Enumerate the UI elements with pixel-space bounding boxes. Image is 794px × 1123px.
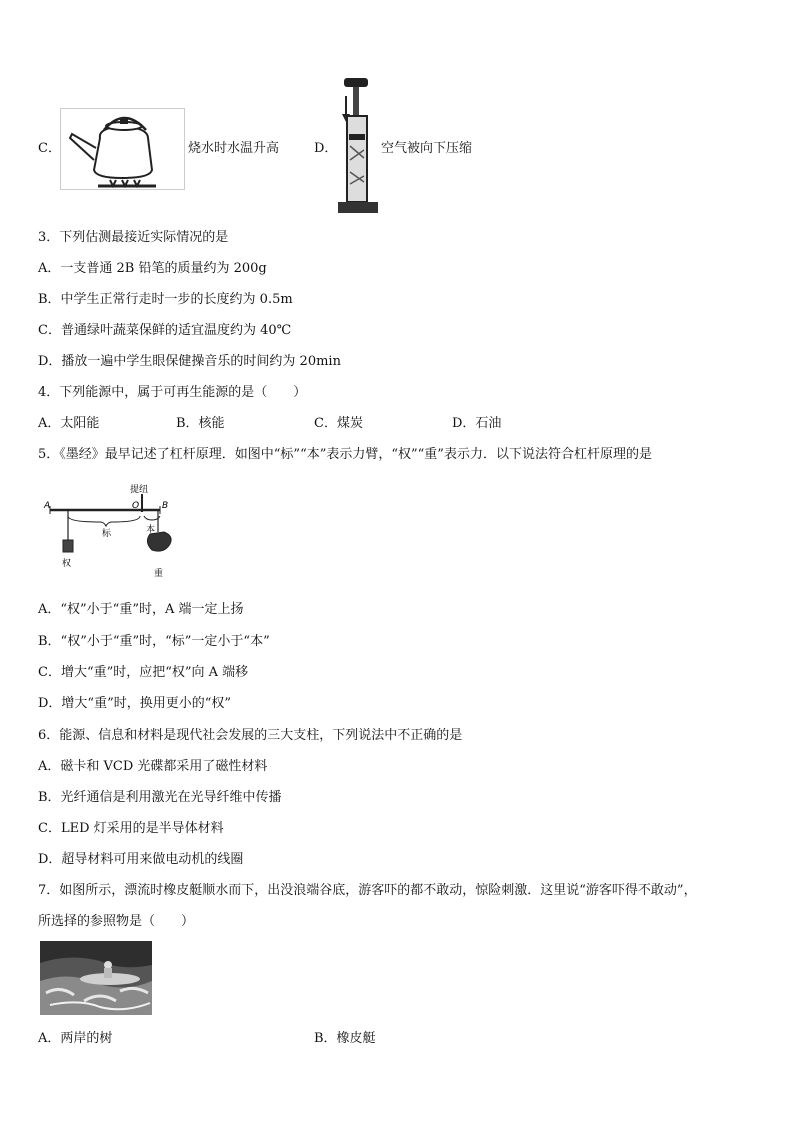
q4-option-d: D．石油 [452, 416, 502, 431]
q3-option-a: A．一支普通 2B 铅笔的质量约为 200g [38, 261, 267, 276]
q2-option-d-label: D． [314, 141, 338, 156]
q7-stem-line2: 所选择的参照物是（ ） [38, 914, 195, 929]
kettle-figure [60, 108, 185, 190]
lever-label-b: B [162, 501, 169, 511]
q5-option-d: D．增大“重”时，换用更小的“权” [38, 696, 232, 711]
q3-option-c: C．普通绿叶蔬菜保鲜的适宜温度约为 40℃ [38, 323, 292, 338]
q6-option-a: A．磁卡和 VCD 光碟都采用了磁性材料 [38, 759, 268, 774]
q5-option-b: B．“权”小于“重”时，“标”一定小于“本” [38, 634, 270, 649]
lever-label-quan: 权 [62, 559, 72, 569]
q6-option-b: B．光纤通信是利用激光在光导纤维中传播 [38, 790, 282, 805]
q5-stem: 5．《墨经》最早记述了杠杆原理．如图中“标”“本”表示力臂，“权”“重”表示力．以下说法符合杠杆原理的是 [38, 447, 652, 462]
q7-option-b: B．橡皮艇 [314, 1031, 376, 1046]
q6-stem: 6．能源、信息和材料是现代社会发展的三大支柱，下列说法中不正确的是 [38, 728, 463, 743]
lever-label-ben: 本 [146, 525, 156, 535]
lever-label-zhong: 重 [154, 569, 164, 579]
lever-label-o: O [132, 501, 140, 511]
q3-option-b: B．中学生正常行走时一步的长度约为 0.5m [38, 292, 293, 307]
q7-stem-line1: 7．如图所示，漂流时橡皮艇顺水而下，出没浪端谷底，游客吓的都不敢动，惊险刺激．这里说“游客吓得不敢动”， [38, 883, 697, 898]
lever-label-tizhu: 提纽 [130, 485, 149, 495]
lever-figure [40, 482, 190, 582]
q4-stem: 4．下列能源中，属于可再生能源的是（ ） [38, 385, 307, 400]
q6-option-c: C．LED 灯采用的是半导体材料 [38, 821, 224, 836]
q3-stem: 3．下列估测最接近实际情况的是 [38, 230, 229, 245]
lever-label-biao: 标 [102, 529, 112, 539]
q2-option-d-text: 空气被向下压缩 [381, 141, 473, 156]
q3-option-d: D．播放一遍中学生眼保健操音乐的时间约为 20min [38, 354, 341, 369]
rafting-photo [40, 941, 152, 1015]
q2-option-c-label: C． [38, 141, 61, 156]
q7-option-a: A．两岸的树 [38, 1031, 113, 1046]
pump-cylinder-figure [334, 76, 380, 218]
q5-option-c: C．增大“重”时，应把“权”向 A 端移 [38, 665, 249, 680]
q4-option-b: B．核能 [176, 416, 225, 431]
q2-option-c-text: 烧水时水温升高 [188, 141, 280, 156]
q4-option-a: A．太阳能 [38, 416, 100, 431]
q6-option-d: D．超导材料可用来做电动机的线圈 [38, 852, 244, 867]
q4-option-c: C．煤炭 [314, 416, 363, 431]
lever-label-a: A [44, 501, 51, 511]
q5-option-a: A．“权”小于“重”时，A 端一定上扬 [38, 602, 244, 617]
